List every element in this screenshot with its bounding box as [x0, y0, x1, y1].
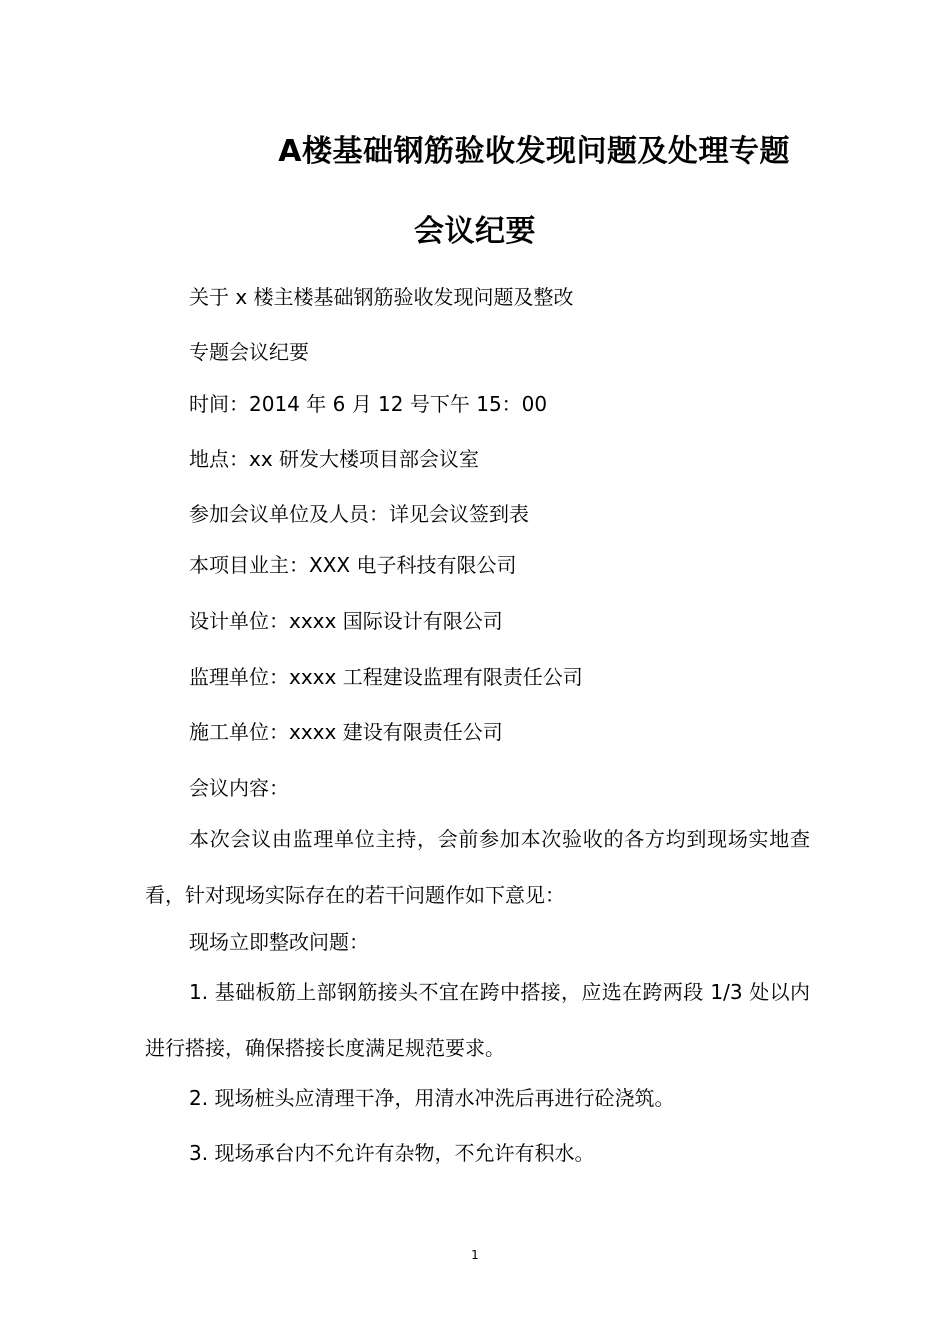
- owner-unit: 本项目业主：XXX 电子科技有限公司: [189, 553, 517, 577]
- list-item: 2. 现场桩头应清理干净，用清水冲洗后再进行砼浇筑。: [189, 1086, 675, 1110]
- design-unit: 设计单位：xxxx 国际设计有限公司: [189, 609, 503, 633]
- intro-paragraph: 本次会议由监理单位主持，会前参加本次验收的各方均到现场实地查看，针对现场实际存在的若干问题作如下意见：: [145, 827, 810, 907]
- section-heading: 现场立即整改问题：: [189, 930, 369, 954]
- subject-line: 关于 x 楼主楼基础钢筋验收发现问题及整改: [189, 285, 574, 309]
- list-item: 1. 基础板筋上部钢筋接头不宜在跨中搭接，应选在跨两段 1/3 处以内进行搭接，确保搭接长度满足规范要求。: [145, 980, 810, 1060]
- construction-unit: 施工单位：xxxx 建设有限责任公司: [189, 720, 503, 744]
- meeting-content-heading: 会议内容：: [189, 776, 289, 800]
- document-title-line1: A楼基础钢筋验收发现问题及处理专题: [278, 134, 790, 169]
- meeting-time: 时间：2014 年 6 月 12 号下午 15：00: [189, 392, 548, 416]
- supervision-unit: 监理单位：xxxx 工程建设监理有限责任公司: [189, 665, 583, 689]
- page-number: 1: [471, 1248, 479, 1262]
- attendees: 参加会议单位及人员：详见会议签到表: [189, 502, 529, 526]
- meeting-location: 地点：xx 研发大楼项目部会议室: [189, 447, 480, 471]
- document-title-line2: 会议纪要: [414, 214, 536, 249]
- subject-line-cont: 专题会议纪要: [189, 340, 309, 364]
- list-item: 3. 现场承台内不允许有杂物，不允许有积水。: [189, 1141, 595, 1165]
